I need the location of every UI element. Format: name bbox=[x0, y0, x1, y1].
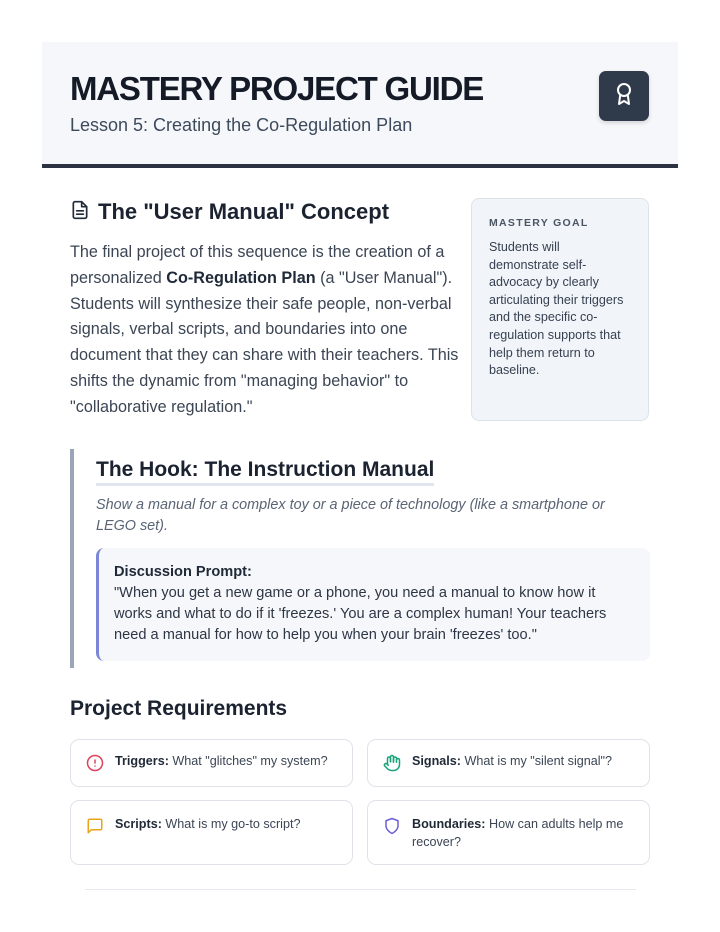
alert-circle-icon bbox=[85, 753, 105, 773]
shield-icon bbox=[382, 816, 402, 836]
hook-instruction: Show a manual for a complex toy or a piece of technology (like a smartphone or LEGO set). bbox=[96, 497, 605, 534]
requirements-title: Project Requirements bbox=[70, 697, 288, 720]
requirement-card-signals: Signals: What is my "silent signal"? bbox=[367, 739, 650, 787]
hook-section bbox=[70, 449, 650, 668]
concept-emphasis: Co-Regulation Plan bbox=[166, 268, 316, 287]
document-icon bbox=[70, 200, 90, 225]
requirement-card-boundaries: Boundaries: How can adults help me recover? bbox=[367, 800, 650, 865]
hand-icon bbox=[382, 753, 402, 773]
footer-divider bbox=[85, 889, 636, 890]
award-icon bbox=[612, 82, 636, 111]
discussion-prompt-text: "When you get a new game or a phone, you need a manual to know how it works and what to do if it 'freezes.' You are a complex human! Your teachers need a manual for how to help you when your brain 'freezes' too." bbox=[114, 585, 607, 643]
requirement-card-triggers: Triggers: What "glitches" my system? bbox=[70, 739, 353, 787]
concept-title: The "User Manual" Concept bbox=[98, 199, 390, 224]
concept-body: The final project of this sequence is the creation of a personalized Co-Regulation Plan (a "User Manual"). Students will synthesize their safe people, non-verbal signals, verbal scripts, and boundaries into one document that they can share with their teachers. This shifts the dynamic from "managing behavior" to "collaborative regulation." bbox=[70, 243, 459, 416]
page-subtitle: Lesson 5: Creating the Co-Regulation Plan bbox=[70, 115, 413, 135]
page-title: MASTERY PROJECT GUIDE bbox=[70, 70, 484, 107]
discussion-prompt-label: Discussion Prompt: bbox=[114, 564, 252, 580]
discussion-prompt-box bbox=[96, 548, 650, 661]
message-square-icon bbox=[85, 816, 105, 836]
mastery-goal-label: MASTERY GOAL bbox=[489, 217, 589, 229]
award-badge bbox=[599, 71, 649, 121]
mastery-goal-box bbox=[471, 198, 649, 421]
requirement-card-scripts: Scripts: What is my go-to script? bbox=[70, 800, 353, 865]
hook-title: The Hook: The Instruction Manual bbox=[96, 457, 434, 486]
mastery-goal-text: Students will demonstrate self-advocacy by clearly articulating their triggers and the specific co-regulation supports that help them return to baseline. bbox=[489, 240, 624, 378]
concept-heading bbox=[70, 199, 389, 225]
page-header bbox=[42, 42, 678, 168]
